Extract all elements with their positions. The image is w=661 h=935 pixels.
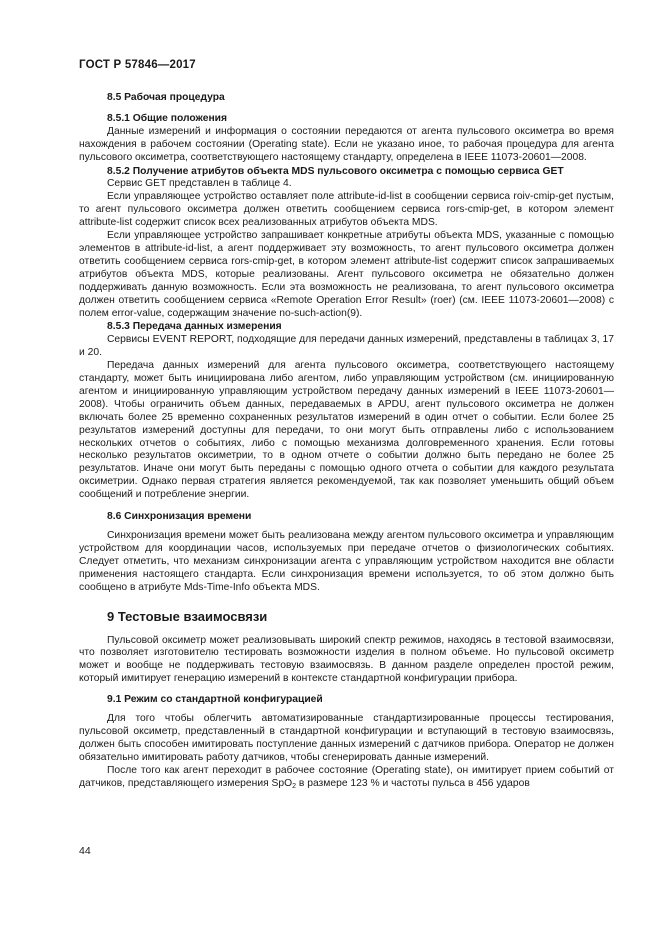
section-8-5-3-title: 8.5.3 Передача данных измерения (107, 321, 282, 333)
section-9-1-title: 9.1 Режим со стандартной конфигурацией (107, 694, 323, 706)
section-8-5-1-title: 8.5.1 Общие положения (107, 112, 227, 124)
section-9-1-paragraph-1: Для того чтобы облегчить автоматизированные стандартизированные процессы тестирования, пульсовой оксиметр, представленный в стандартной конфигурации и вступающий в тестовую взаимосвязь, должен быть способен имитировать поступление данных измерений с датчиков прибора. Оператор не должен обязательно имитировать работу датчиков, чтобы сгенерировать данные измерений. (79, 713, 614, 763)
section-8-5-3-paragraph-1: Сервисы EVENT REPORT, подходящие для передачи данных измерений, представлены в таблицах 3, 17 и 20. (79, 334, 614, 359)
section-9-title: 9 Тестовые взаимосвязи (107, 608, 268, 624)
subscript-2: 2 (292, 782, 297, 790)
section-8-6-paragraph: Синхронизация времени может быть реализована между агентом пульсового оксиметра и управляющим устройством для координации часов, используемых при передаче отчетов о физиологических событиях. Следует отметить, что механизм синхронизации агента с управляющим устройством находится вне области применения настоящего стандарта. Если синхронизация времени используется, то об этом должно быть сообщено в атрибуте Mds-Time-Info объекта MDS. (79, 530, 614, 593)
section-8-6-title: 8.6 Синхронизация времени (107, 511, 252, 523)
section-8-5-2-paragraph-3: Если управляющее устройство запрашивает конкретные атрибуты объекта MDS, указанные с помощью элементов в attribute-id-list, а агент поддерживает эту возможность, то агент пульсового оксиметра должен ответить сообщением сервиса rors-cmip-get, в котором элемент attribute-list содержит список запрашиваемых атрибутов объекта MDS, которые реализованы. Агент пульсового оксиметра не обязательно должен поддерживать данную возможность. Если эта возможность не реализована, то агент пульсового оксиметра должен ответить сообщением сервиса «Remote Operation Error Result» (roer) (см. IEEE 11073-20601—2008) с полем error-value, содержащим значение no-such-action(9). (79, 230, 614, 319)
section-8-5-2-paragraph-2: Если управляющее устройство оставляет поле attribute-id-list в сообщении сервиса roiv-cmip-get пустым, то агент пульсового оксиметра должен ответить сообщением сервиса rors-cmip-get, в котором элемент attribute-list содержит список всех реализованных атрибутов объекта MDS. (79, 191, 614, 229)
page-body (79, 92, 614, 791)
page-number: 44 (79, 845, 91, 857)
section-8-5-title: 8.5 Рабочая процедура (107, 92, 225, 103)
section-8-5-1-paragraph: Данные измерений и информация о состоянии передаются от агента пульсового оксиметра во время нахождения в рабочем состоянии (Operating state). Если не указано иное, то рабочая процедура для агента пульсового оксиметра, соответствующего настоящему стандарту, определена в IEEE 11073-20601—2008. (79, 125, 614, 163)
document-header: ГОСТ Р 57846—2017 (79, 59, 196, 71)
section-9-paragraph: Пульсовой оксиметр может реализовывать широкий спектр режимов, находясь в тестовой взаимосвязи, что позволяет изготовителю тестировать возможности изделия в полном объеме. Но пульсовой оксиметр может и вообще не поддерживать тестовую взаимосвязь. В данном разделе определен простой режим, который имитирует генерацию измерений в контексте стандартной конфигурации прибора. (79, 634, 614, 685)
section-8-5-2-paragraph-1: Сервис GET представлен в таблице 4. (107, 178, 292, 190)
section-9-1-paragraph-2 (79, 765, 614, 791)
paragraph-text-part-2: в размере 123 % и частоты пульса в 456 ударов (296, 777, 530, 789)
paragraph-text-part-1: После того как агент переходит в рабочее состояние (Operating state), он имитирует прием событий от датчиков, представляющего измерения SpO (79, 764, 614, 789)
section-8-5-2-title: 8.5.2 Получение атрибутов объекта MDS пульсового оксиметра с помощью сервиса GET (107, 165, 564, 177)
section-8-5-3-paragraph-2: Передача данных измерений для агента пульсового оксиметра, соответствующего настоящему стандарту, может быть инициирована либо агентом, либо управляющим устройством (см. инициированную агентом и инициированную управляющим устройством передачу данных измерений в IEEE 11073-20601—2008). Чтобы ограничить объем данных, передаваемых в APDU, агент пульсового оксиметра не должен включать более 25 временно сохраненных результатов измерений в один отчет о событии. Если более 25 результатов измерений доступны для передачи, то они могут быть отправлены либо с использованием нескольких отчетов о событиях, либо с помощью механизма долговременного хранения. Если готовы несколько результатов оксиметрии, то в одном отчете о событии должно быть передано не более 25 результатов. Иначе они могут быть переданы с помощью одного отчета о событии для каждого результата оксиметрии. Однако первая стратегия является рекомендуемой, так как позволяет уменьшить общий объем сообщений и потребление энергии. (79, 360, 614, 501)
